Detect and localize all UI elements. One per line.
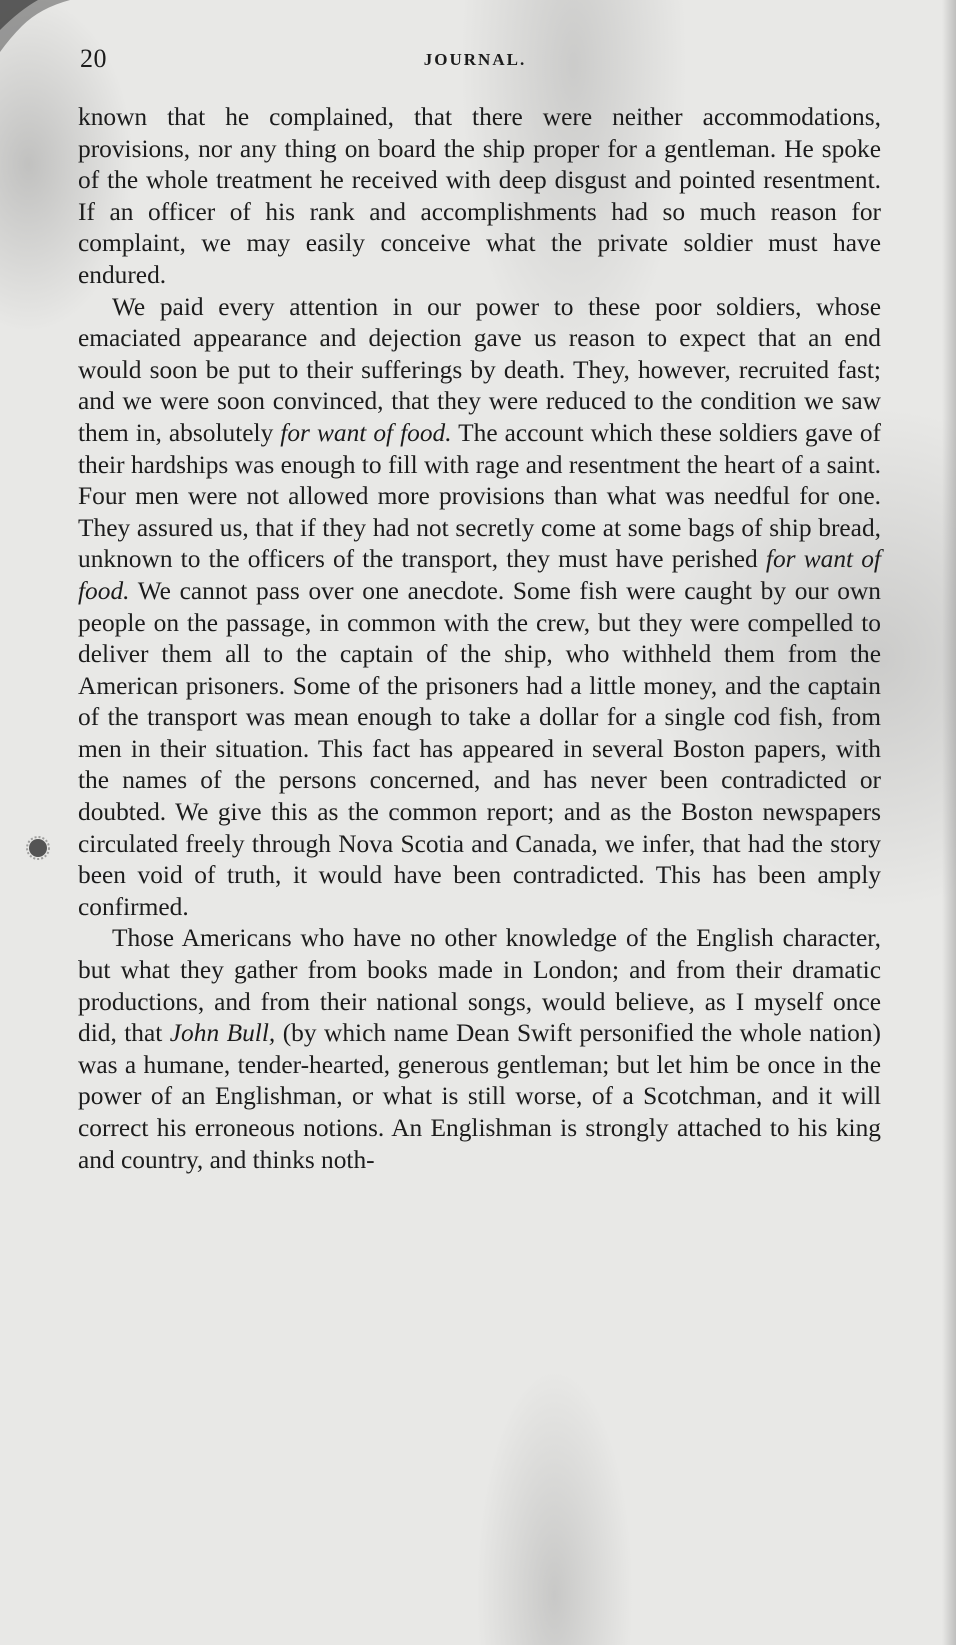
- italic-text: John Bull,: [169, 1019, 276, 1048]
- text-run: (by which name Dean Swift personified the whole nation) was a humane, tender-hearted, generous gentleman; but let him be once in the power of an Englishman, or what is still worse, of a Scotchman, and it will correct his erroneous notions. An Englishman is strongly attached to his king and country, and thinks noth-: [78, 1019, 881, 1174]
- text-run: We paid every attention in our power to these poor soldiers, whose emaciated appearance and dejection gave us reason to expect that an end would soon be put to their sufferings by death. They, however, recruited fast; and we were soon convinced, that they were reduced to the condition we saw them in, absolutely: [78, 292, 881, 447]
- running-head: [80, 44, 870, 78]
- page-number: 20: [80, 44, 107, 73]
- paragraph: [78, 102, 881, 292]
- ink-blot-mark: [26, 836, 50, 860]
- text-run: We cannot pass over one anecdote. Some fish were caught by our own people on the passage, in common with the crew, but they were compelled to deliver them all to the captain of the ship, who withheld them from the American prisoners. Some of the prisoners had a little money, and the captain of the transport was mean enough to take a dollar for a single cod fish, from men in their situation. This fact has appeared in several Boston papers, with the names of the persons concerned, and has never been contradicted or doubted. We give this as the common report; and as the Boston newspapers circulated freely through Nova Scotia and Canada, we infer, that had the story been void of truth, it would have been contradicted. This has been amply confirmed.: [78, 576, 881, 921]
- paragraph: [78, 923, 881, 1176]
- italic-text: for want of food.: [78, 545, 881, 605]
- text-run: known that he complained, that there were neither accommodations, provisions, nor any thing on board the ship proper for a gentleman. He spoke of the whole treatment he received with deep disgust and pointed resentment. If an officer of his rank and accomplishments had so much reason for complaint, we may easily conceive what the private soldier must have endured.: [78, 103, 881, 289]
- italic-text: for want of food.: [280, 418, 452, 447]
- text-run: Those Americans who have no other knowledge of the English character, but what they gather from books made in London; and from their dramatic productions, and from their national songs, would believe, as I myself once did, that: [78, 924, 881, 1048]
- text-run: The account which these soldiers gave of their hardships was enough to fill with rage and resentment the heart of a saint. Four men were not allowed more provisions than what was needful for one. They assured us, that if they had not secretly come at some bags of ship bread, unknown to the officers of the transport, they must have perished: [78, 418, 881, 574]
- body-text: [78, 102, 881, 1176]
- page-edge-shadow: [942, 0, 956, 1645]
- running-title: JOURNAL.: [423, 50, 527, 69]
- torn-corner-graphic: [0, 0, 90, 60]
- paragraph: [78, 292, 881, 924]
